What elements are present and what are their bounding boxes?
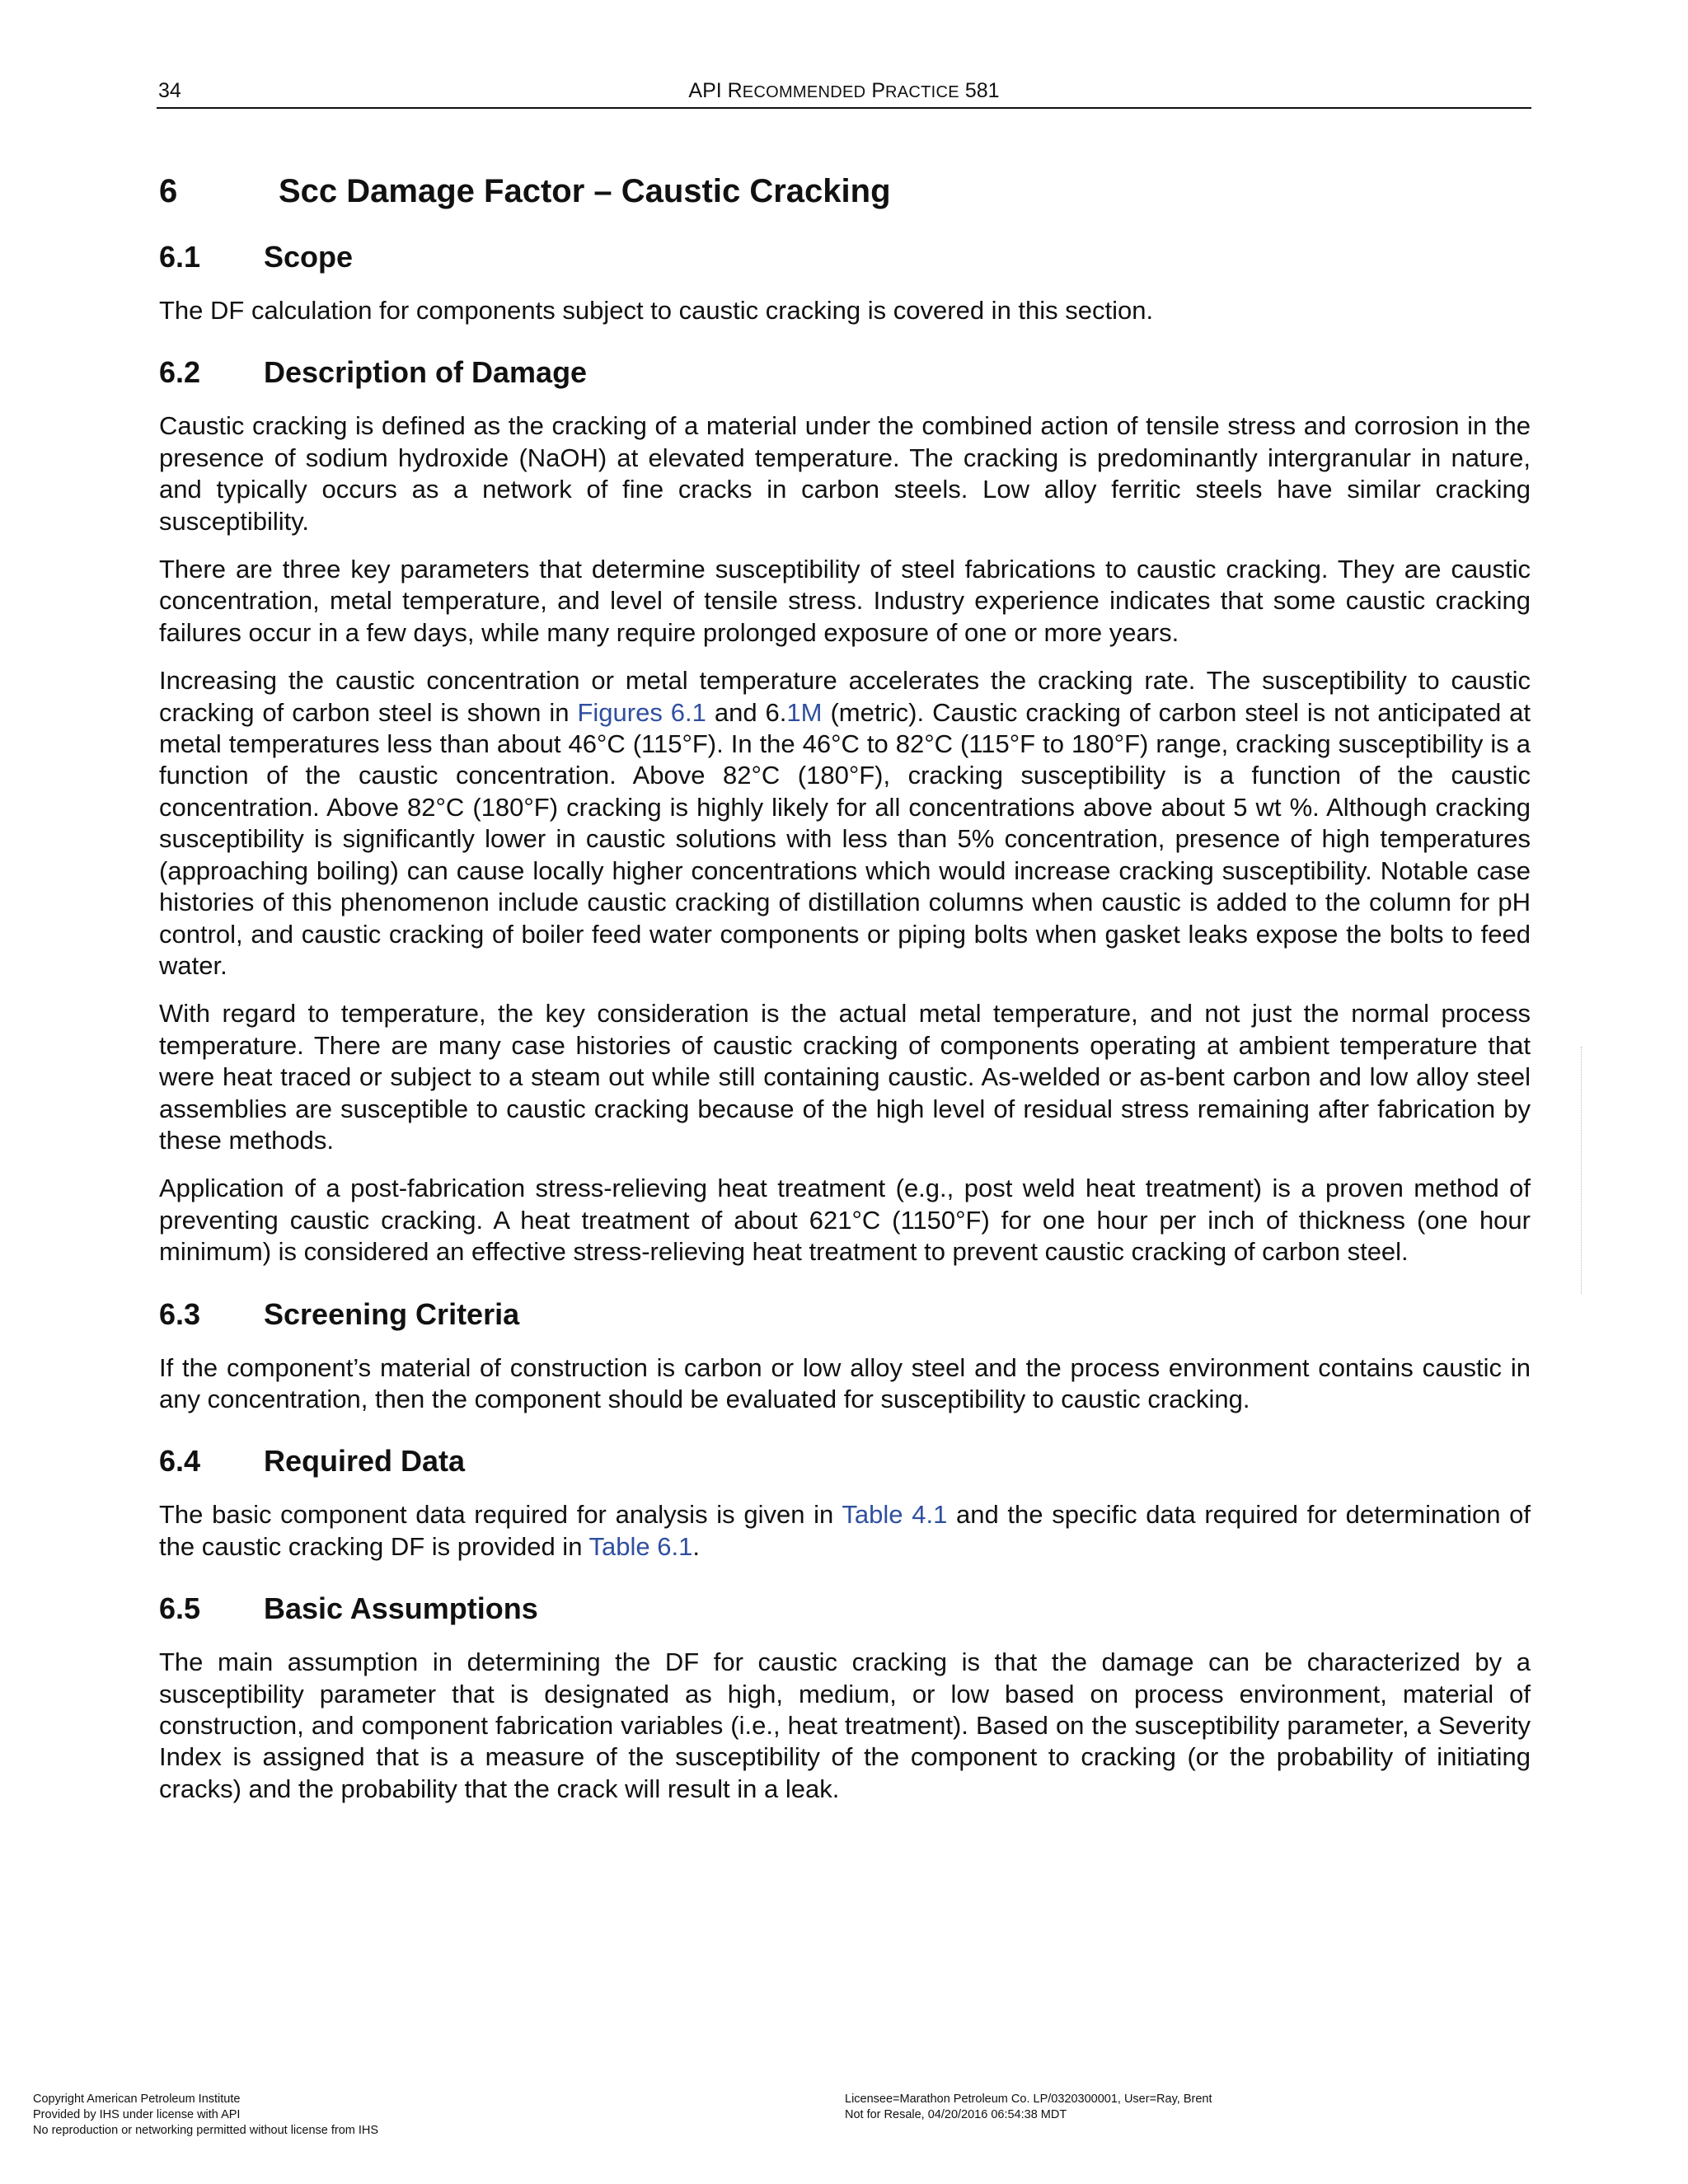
paragraph: The basic component data required for analysis is given in Table 4.1 and the specific data required for determination of the caustic cracking DF is provided in Table 6.1. — [159, 1500, 1531, 1561]
page-body — [159, 173, 1531, 1833]
subsection-heading-screening: 6.3 Screening Criteria — [159, 1296, 520, 1331]
paragraph: With regard to temperature, the key consideration is the actual metal temperature, and not just the normal process temperature. There are many case histories of caustic cracking of components operating at ambient temperature that were heat traced or subject to a steam out while still containing caustic. As-welded or as-bent carbon and low alloy steel assemblies are susceptible to caustic cracking because of the high level of residual stress remaining after fabrication by these methods. — [159, 999, 1531, 1155]
table-4-1-link[interactable]: Table 4.1 — [842, 1500, 948, 1530]
paragraph: Caustic cracking is defined as the cracking of a material under the combined action of tensile stress and corrosion in the presence of sodium hydroxide (NaOH) at elevated temperature. The cracking is predominantly intergranular in nature, and typically occurs as a network of fine cracks in carbon steels. Low alloy ferritic steels have similar cracking susceptibility. — [159, 411, 1531, 536]
subsection-heading-required-data: 6.4 Required Data — [159, 1444, 466, 1479]
edge-watermark — [1581, 1047, 1583, 1294]
paragraph: The DF calculation for components subject to caustic cracking is covered in this section. — [159, 296, 1154, 325]
table-6-1-link[interactable]: Table 6.1 — [588, 1531, 693, 1561]
figure-6-1-link[interactable]: Figures 6.1 — [577, 697, 706, 727]
figure-6-1m-link[interactable]: 1M — [786, 697, 823, 727]
footer-license: Licensee=Marathon Petroleum Co. LP/0320300001, User=Ray, Brent Not for Resale, 04/20/2016 06:54:38 MDT — [845, 2093, 1212, 2121]
header-title: API RECOMMENDED PRACTICE 581 — [688, 79, 1000, 102]
section-title: Scc Damage Factor – Caustic Cracking — [279, 173, 891, 209]
subsection-heading-scope: 6.1 Scope — [159, 240, 354, 274]
paragraph: Application of a post-fabrication stress-relieving heat treatment (e.g., post weld heat treatment) is a proven method of preventing caustic cracking. A heat treatment of about 621°C (1150°F) for one hour per inch of thickness (one hour minimum) is considered an effective stress-relieving heat treatment to prevent caustic cracking of carbon steel. — [159, 1174, 1531, 1267]
paragraph: There are three key parameters that determine susceptibility of steel fabrications to caustic cracking. They are caustic concentration, metal temperature, and level of tensile stress. Industry experience indicates that some caustic cracking failures occur in a few days, while many require prolonged exposure of one or more years. — [159, 555, 1531, 647]
paragraph: Increasing the caustic concentration or metal temperature accelerates the cracking rate. The susceptibility to caustic cracking of carbon steel is shown in Figures 6.1 and 6.1M (metric). Caustic cracking of carbon steel is not anticipated at metal temperatures less than about 46°C (115°F). In the 46°C to 82°C (115°F to 180°F) range, cracking susceptibility is a function of the caustic concentration. Above 82°C (180°F), cracking susceptibility is a function of the caustic concentration. Above 82°C (180°F) cracking is highly likely for all concentrations above about 5 wt %. Although cracking susceptibility is significantly lower in caustic solutions with less than 5% concentration, presence of high temperatures (approaching boiling) can cause locally higher concentrations which would increase cracking susceptibility. Notable case histories of this phenomenon include caustic cracking of distillation columns when caustic is added to the column for pH control, and caustic cracking of boiler feed water components or piping bolts when gasket leaks expose the bolts to feed water. — [159, 666, 1531, 980]
subsection-heading-assumptions: 6.5 Basic Assumptions — [159, 1591, 538, 1626]
subsection-heading-description: 6.2 Description of Damage — [159, 355, 588, 390]
section-6-2 — [159, 354, 1531, 1268]
paragraph: The main assumption in determining the DF for caustic cracking is that the damage can be characterized by a susceptibility parameter that is designated as high, medium, or low based on process environment, material of construction, and component fabrication variables (i.e., heat treatment). Based on the susceptibility parameter, a Severity Index is assigned that is a measure of the susceptibility of the component to cracking (or the probability of initiating cracks) and the probability that the crack will result in a leak. — [159, 1647, 1531, 1803]
page-number: 34 — [158, 79, 181, 102]
paragraph: If the component’s material of construction is carbon or low alloy steel and the process environment contains caustic in any concentration, then the component should be evaluated for susceptibility to caustic cracking. — [159, 1352, 1531, 1413]
section-6-5 — [159, 1591, 1531, 1805]
section-heading — [159, 173, 1531, 210]
section-6-3 — [159, 1296, 1531, 1416]
section-number: 6 — [159, 173, 178, 209]
section-6-4 — [159, 1443, 1531, 1563]
footer-copyright: Copyright American Petroleum Institute Provided by IHS under license with API No reproduction or networking permitted without license from IHS — [33, 2093, 379, 2137]
section-6-1 — [159, 239, 1531, 326]
running-header — [157, 79, 1531, 109]
